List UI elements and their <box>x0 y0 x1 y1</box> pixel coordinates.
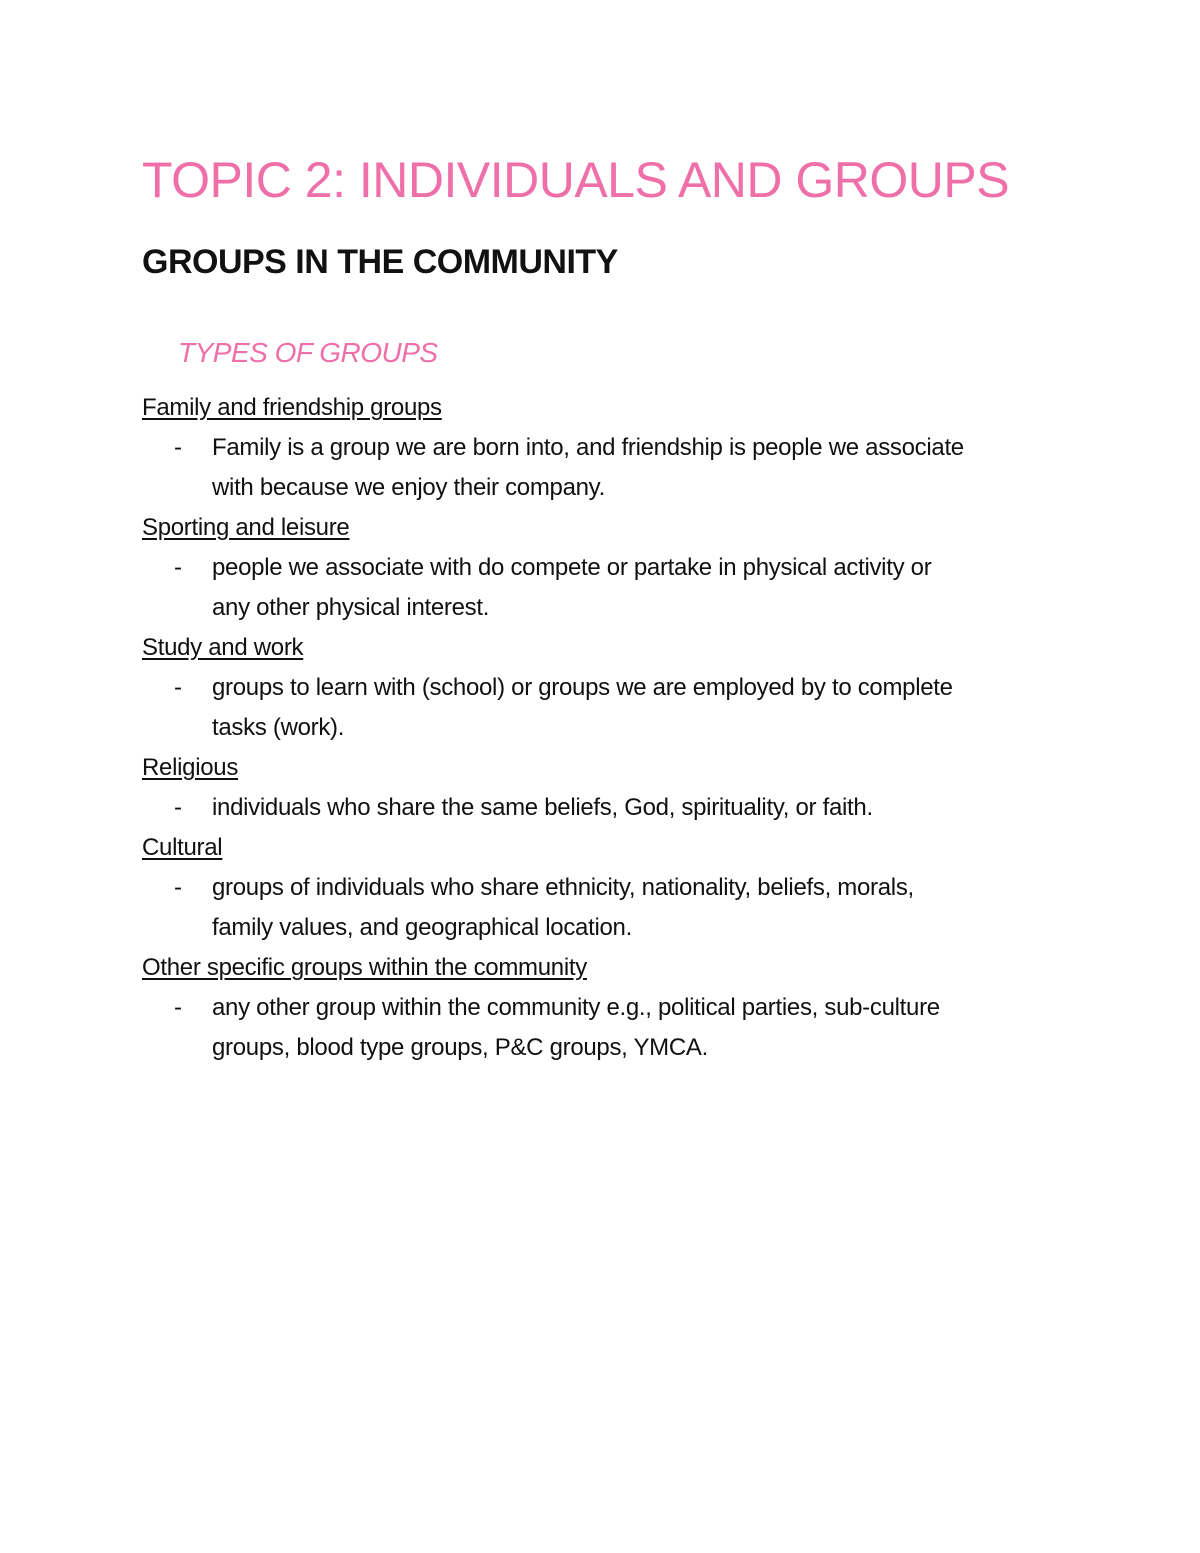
description-line: groups, blood type groups, P&C groups, YMCA. <box>212 1034 708 1061</box>
group-description <box>142 548 1072 628</box>
group-description <box>142 788 1072 828</box>
description-line: any other group within the community e.g., political parties, sub-culture <box>212 994 940 1021</box>
description-line: any other physical interest. <box>212 594 490 621</box>
description-text <box>212 548 1072 628</box>
group-name: Religious <box>142 754 239 781</box>
group-name: Sporting and leisure <box>142 514 350 541</box>
bullet-dash: - <box>174 874 182 901</box>
list-item <box>142 628 1072 748</box>
group-types-list <box>142 388 1072 1068</box>
section-heading: TYPES OF GROUPS <box>178 337 438 368</box>
description-line: individuals who share the same beliefs, God, spirituality, or faith. <box>212 794 873 821</box>
description-line: groups to learn with (school) or groups we are employed by to complete <box>212 674 953 701</box>
description-line: Family is a group we are born into, and friendship is people we associate <box>212 434 964 461</box>
bullet-dash: - <box>174 434 182 461</box>
bullet-dash: - <box>174 794 182 821</box>
page-title: TOPIC 2: INDIVIDUALS AND GROUPS <box>142 152 1010 208</box>
description-text <box>212 788 1072 828</box>
group-description <box>142 668 1072 748</box>
list-item <box>142 508 1072 628</box>
group-name: Cultural <box>142 834 223 861</box>
description-line: groups of individuals who share ethnicity, nationality, beliefs, morals, <box>212 874 914 901</box>
bullet-dash: - <box>174 674 182 701</box>
bullet-dash: - <box>174 554 182 581</box>
group-description <box>142 428 1072 508</box>
description-line: people we associate with do compete or partake in physical activity or <box>212 554 932 581</box>
description-line: with because we enjoy their company. <box>212 474 605 501</box>
group-description <box>142 988 1072 1068</box>
group-name: Other specific groups within the community <box>142 954 587 981</box>
group-name: Study and work <box>142 634 304 661</box>
group-name: Family and friendship groups <box>142 394 442 421</box>
description-text <box>212 668 1072 748</box>
description-line: tasks (work). <box>212 714 345 741</box>
group-description <box>142 868 1072 948</box>
description-text <box>212 428 1072 508</box>
bullet-dash: - <box>174 994 182 1021</box>
description-text <box>212 868 1072 948</box>
list-item <box>142 948 1072 1068</box>
list-item <box>142 388 1072 508</box>
description-line: family values, and geographical location. <box>212 914 632 941</box>
list-item <box>142 748 1072 828</box>
page-subtitle: GROUPS IN THE COMMUNITY <box>142 243 618 281</box>
description-text <box>212 988 1072 1068</box>
list-item <box>142 828 1072 948</box>
